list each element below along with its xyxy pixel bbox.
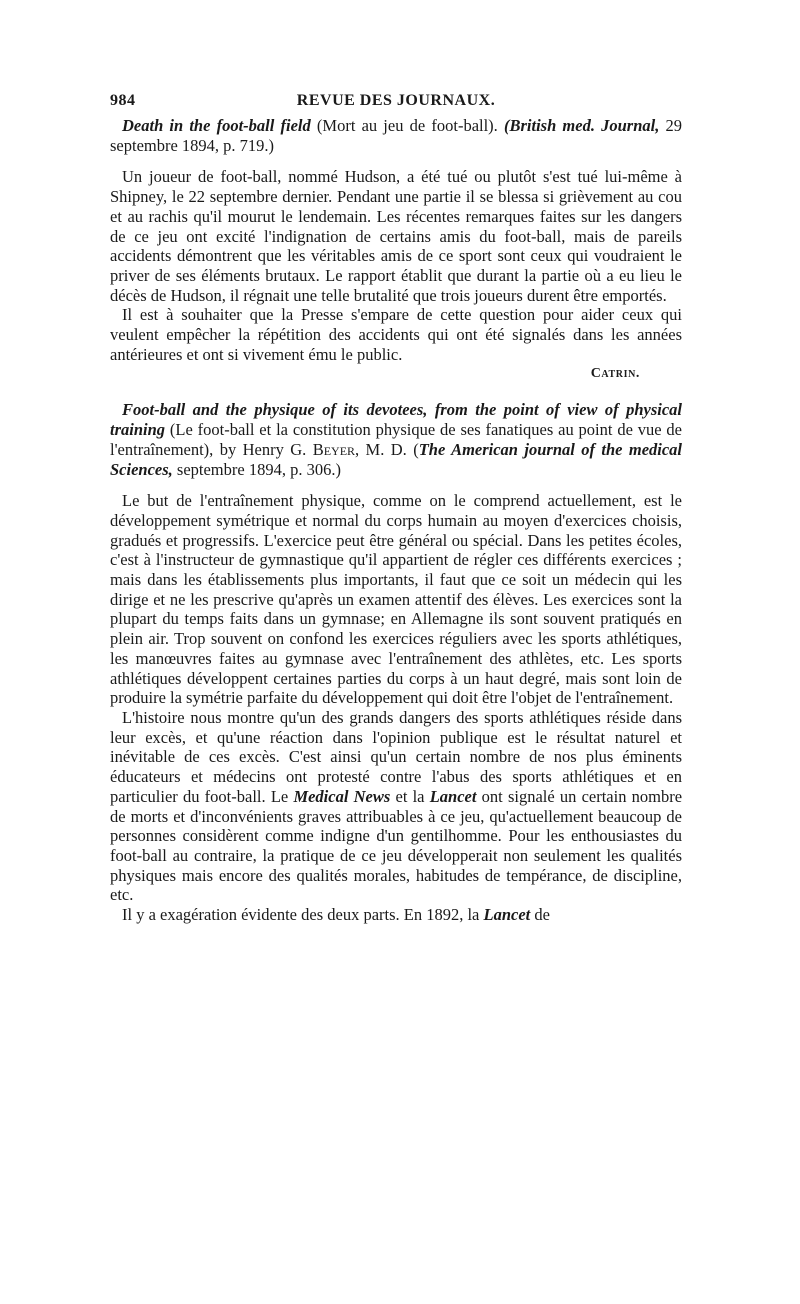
lancet-ref: Lancet (429, 786, 477, 806)
page-header (110, 88, 682, 116)
article2-translation: (Le foot-ball et la constitution physique de ses fanatiques au point de vue de l'entraînement), by Henry G. (110, 420, 683, 459)
article1-reference (110, 116, 682, 155)
article1-signature: Catrin. (590, 366, 640, 382)
article1-paragraph: Un joueur de foot-ball, nommé Hudson, a été tué ou plutôt s'est tué lui-même à Shipney, le 22 septembre dernier. Pendant une partie il se blessa si grièvement au cou et au rachis qu'il mourut le lendemain. Les récentes remarques faites sur les dangers de ce jeu ont excité l'indignation de certains amis du foot-ball, mais de pareils accidents démontrent que les véritables amis de ce sport sont ceux qui voudraient le priver de ses éléments brutaux. Le rapport établit que durant la partie où a eu lieu le décès de Hudson, il régnait une telle brutalité que trois joueurs durent être emportés. (110, 167, 682, 305)
article1-translation: (Mort au jeu de foot-ball). (316, 116, 498, 135)
article1-journal: (British med. Journal, (503, 116, 660, 135)
article2-journal: The American journal of the medical Sciences, (110, 439, 683, 479)
article2-title: Foot-ball and the physique of its devotees, from the point of view of physical training (110, 400, 682, 440)
article2-author-suffix: , M. D. (355, 439, 407, 459)
lancet-ref: Lancet (483, 905, 531, 925)
article1-title: Death in the foot-ball field (122, 116, 311, 135)
article1-paragraph: Il est à souhaiter que la Presse s'empare de cette question pour aider ceux qui veulent empêcher la répétition des accidents qui ont été signalés dans les années antérieures et ont si vivement ému le public. (110, 305, 682, 364)
medical-news-ref: Medical News (293, 786, 391, 806)
article2-reference: Foot-ball and the physique of its devotees, from the point of view of physical training (Le foot-ball et la constitution physique de ses fanatiques au point de vue de l'entraînement), by Henry G. Beyer, M. D. (The American journal of the medical Sciences, septembre 1894, p. 306.) (110, 400, 683, 479)
article2-paragraph: L'histoire nous montre qu'un des grands dangers des sports athlétiques réside dans leur excès, et qu'une réaction dans l'opinion publique est le résultat naturel et inévitable de ces excès. C'est ainsi qu'un certain nombre de nos plus éminents éducateurs et médecins ont protesté contre l'abus des sports athlétiques et en particulier du foot-ball. Le Medical News et la Lancet ont signalé un certain nombre de morts et d'inconvénients graves attribuables à ce jeu, qu'actuellement beaucoup de personnes considèrent comme indigne d'un gentilhomme. Pour les enthousiastes du foot-ball au contraire, la pratique de ce jeu développerait non seulement les qualités physiques mais encore des qualités morales, habitudes de tempérance, de discipline, etc. (110, 707, 683, 905)
document-page (110, 88, 682, 925)
article2-date: septembre 1894, p. 306.) (176, 459, 341, 479)
article2-paragraph: Le but de l'entraînement physique, comme on le comprend actuellement, est le développement symétrique et normal du corps humain au moyen d'exercices choisis, gradués et progressifs. L'exercice peut être général ou spécial. Dans les petites écoles, c'est à l'instructeur de gymnastique qu'il appartient de régler ces différents exercices ; mais dans les établissements plus importants, il faut que ce soit un médecin qui les dirige et ne les prescrive qu'après un examen attentif des élèves. Les exercices sont la plupart du temps faits dans un gymnase; en Allemagne ils sont souvent pratiqués en plein air. Trop souvent on confond les exercices réguliers avec les sports athlétiques, les manœuvres faites au gymnase avec l'entraînement des athlètes, etc. Les sports athlétiques développent certaines parties du corps à un haut degré, mais sont loin de produire la symétrie parfaite du développement qui doit être l'objet de l'entraînement. (110, 491, 682, 708)
running-title: REVUE DES JOURNAUX. (296, 92, 496, 109)
article2-paragraph: Il y a exagération évidente des deux parts. En 1892, la Lancet de (122, 905, 550, 925)
article1-date: 29 septembre 1894, p. 719.) (110, 116, 683, 155)
article2-author: Beyer (312, 439, 356, 459)
page-number: 984 (110, 92, 136, 109)
